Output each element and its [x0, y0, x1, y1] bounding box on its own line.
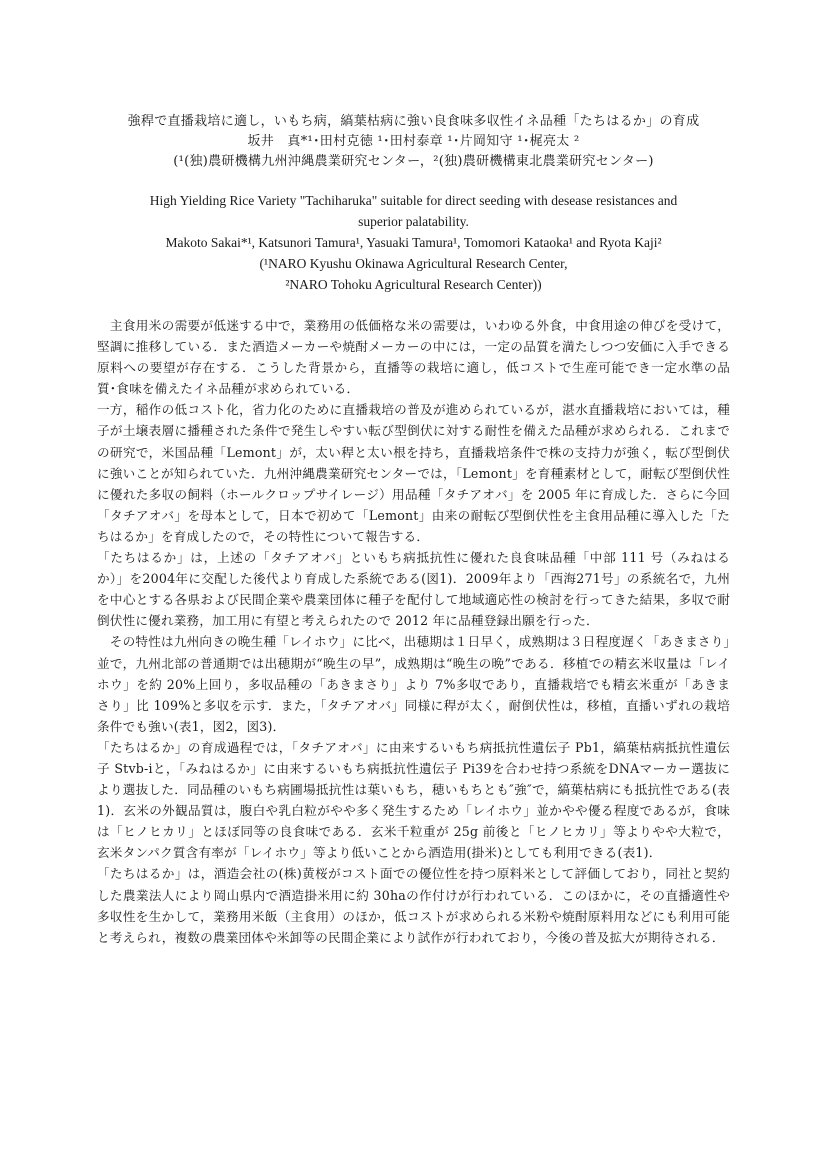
- paragraph-6: 「たちはるか」は，酒造会社の(株)黄桜がコスト面での優位性を持つ原料米として評価しており，同社と契約した農業法人により岡山県内で酒造掛米用に約 30haの作付けが行われている．このほかに，その直播適性や多収性を生かして，業務用米飯（主食用）のほか，低コストが求められる米粉や焼酎原料用などにも利用可能と考えられ，複数の農業団体や米卸等の民間企業により試作が行われており，今後の普及拡大が期待される．: [97, 866, 730, 945]
- abstract-body: [97, 315, 730, 948]
- english-title-line-2: superior palatability.: [358, 214, 469, 229]
- paragraph-4: その特性は九州向きの晩生種「レイホウ」に比べ，出穂期は１日早く，成熟期は３日程度遅く「あきまさり」並で，九州北部の普通期では出穂期が“晩生の早”，成熟期は“晩生の晩”である．移植での精玄米収量は「レイホウ」を約 20%上回り，多収品種の「あきまさり」より 7%多収であり，直播栽培でも精玄米重が「あきまさり」比 109%と多収を示す．また，「タチアオバ」同様に稈が太く，耐倒伏性は，移植，直播いずれの栽培条件でも強い(表1，図2，図3)．: [97, 634, 730, 734]
- japanese-affiliations: (¹(独)農研機構九州沖縄農業研究センター，²(独)農研機構東北農業研究センター): [173, 154, 654, 169]
- japanese-authors: 坂井 真*¹･田村克徳 ¹･田村泰章 ¹･片岡知守 ¹･梶亮太 ²: [247, 134, 580, 149]
- paragraph-5: 「たちはるか」の育成過程では，「タチアオバ」に由来するいもち病抵抗性遺伝子 Pb1，縞葉枯病抵抗性遺伝子 Stvb-iと，「みねはるか」に由来するいもち病抵抗性遺伝子 Pi39を合わせ持つ系統をDNAマーカー選抜により選抜した．同品種のいもち病圃場抵抗性は葉いもち，穂いもちとも″強″で，縞葉枯病にも抵抗性である(表1)．玄米の外観品質は，腹白や乳白粒がやや多く発生するため「レイホウ」並かやや優る程度であるが，食味は「ヒノヒカリ」とほぼ同等の良食味である．玄米千粒重が 25g 前後と「ヒノヒカリ」等よりやや大粒で，玄米タンパク質含有率が「レイホウ」等より低いことから酒造用(掛米)としても利用できる(表1)．: [97, 739, 730, 861]
- japanese-title: 強稈で直播栽培に適し，いもち病，縞葉枯病に強い良食味多収性イネ品種「たちはるか」の育成: [127, 114, 700, 129]
- japanese-header: [97, 112, 730, 172]
- english-header: [97, 190, 730, 295]
- paragraph-2: 一方，稲作の低コスト化，省力化のために直播栽培の普及が進められているが，湛水直播栽培においては，種子が土壌表層に播種された条件で発生しやすい転び型倒伏に対する耐性を備えた品種が求められる．これまでの研究で，米国品種「Lemont」が，太い稈と太い根を持ち，直播栽培条件で株の支持力が強く，転び型倒伏に強いことが知られていた．九州沖縄農業研究センターでは，「Lemont」を育種素材として，耐転び型倒伏性に優れた多収の飼料（ホールクロップサイレージ）用品種「タチアオバ」を 2005 年に育成した．さらに今回「タチアオバ」を母本として，日本で初めて「Lemont」由来の耐転び型倒伏性を主食用品種に導入した「たちはるか」を育成したので，その特性について報告する．: [97, 402, 730, 544]
- english-affiliation-1: (¹NARO Kyushu Okinawa Agricultural Research Center,: [259, 256, 568, 271]
- english-affiliation-2: ²NARO Tohoku Agricultural Research Center)): [285, 277, 542, 292]
- paragraph-3: 「たちはるか」は，上述の「タチアオバ」といもち病抵抗性に優れた良食味品種「中部 111 号（みねはるか）」を2004年に交配した後代より育成した系統である(図1)．2009年より「西海271号」の系統名で，九州を中心とする各県および民間企業や農業団体に種子を配付して地域適応性の検討を行ってきた結果，多収で耐倒伏性に優れ業務，加工用に有望と考えられたので 2012 年に品種登録出願を行った．: [97, 550, 730, 629]
- english-authors: Makoto Sakai*¹, Katsunori Tamura¹, Yasuaki Tamura¹, Tomomori Kataoka¹ and Ryota Kaji²: [165, 235, 662, 250]
- english-title-line-1: High Yielding Rice Variety "Tachiharuka" suitable for direct seeding with desease resistances and: [149, 193, 678, 208]
- paragraph-1: 主食用米の需要が低迷する中で，業務用の低価格な米の需要は，いわゆる外食，中食用途の伸びを受けて，堅調に推移している．また酒造メーカーや焼酎メーカーの中には，一定の品質を満たしつつ安価に入手できる原料への要望が存在する．こうした背景から，直播等の栽培に適し，低コストで生産可能でき一定水準の品質･食味を備えたイネ品種が求められている．: [97, 318, 730, 397]
